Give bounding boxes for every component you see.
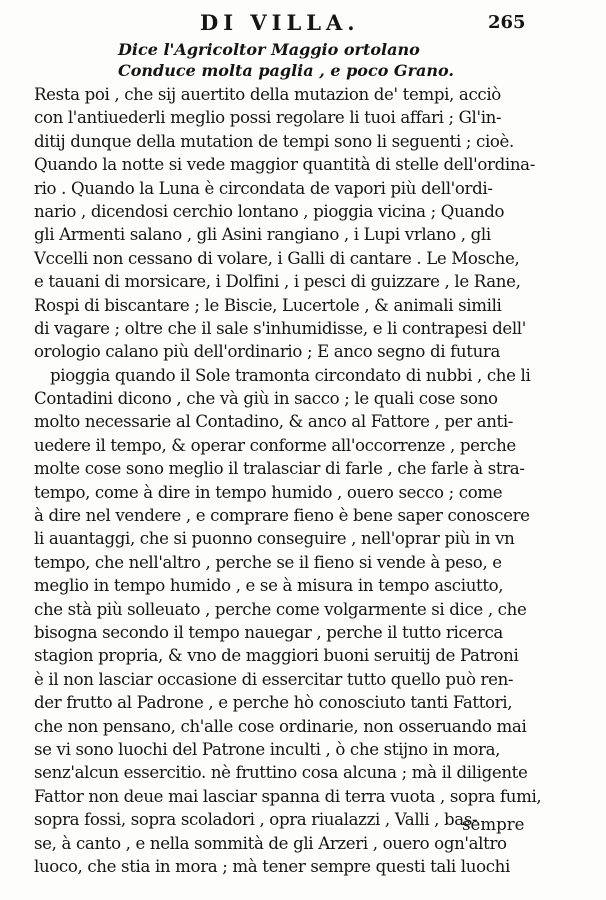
catchword: sempre <box>462 815 525 834</box>
text-line: à dire nel vendere , e comprare fieno è bene saper conoscere <box>34 506 530 526</box>
text-line: che non pensano, ch'alle cose ordinarie, non osseruando mai <box>34 716 527 736</box>
text-line: se vi sono luochi del Patrone inculti , ò che stijno in mora, <box>34 739 501 759</box>
text-line: Fattor non deue mai lasciar spanna di terra vuota , sopra fumi, <box>34 786 542 806</box>
text-line: Vccelli non cessano di volare, i Galli di cantare . Le Mosche, <box>34 248 520 268</box>
text-line: molte cose sono meglio il tralasciar di farle , che farle à stra- <box>34 459 525 479</box>
text-line: che stà più solleuato , perche come volgarmente si dice , che <box>34 599 527 619</box>
text-line: nario , dicendosi cerchio lontano , pioggia vicina ; Quando <box>34 201 505 221</box>
text-line: se, à canto , e nella sommità de gli Arzeri , ouero ogn'altro <box>34 833 507 853</box>
text-line: tempo, che nell'altro , perche se il fieno si vende à peso, e <box>34 552 502 572</box>
epigraph-line-1: Dice l'Agricoltor Maggio ortolano <box>118 40 420 59</box>
page-number: 265 <box>488 12 526 33</box>
text-line: Contadini dicono , che và giù in sacco ; le quali cose sono <box>34 389 498 409</box>
text-line: li auantaggi, che si puonno conseguire , nell'oprar più in vn <box>34 529 515 549</box>
text-line: con l'antiuederli meglio possi regolare li tuoi affari ; Gl'in- <box>34 108 502 128</box>
text-line: ditij dunque della mutation de tempi sono li seguenti ; cioè. <box>34 131 514 151</box>
text-line: meglio in tempo humido , e se à misura in tempo asciutto, <box>34 576 504 596</box>
text-line: e tauani di morsicare, i Dolfini , i pesci di guizzare , le Rane, <box>34 272 521 292</box>
text-line: orologio calano più dell'ordinario ; E anco segno di futura <box>34 342 501 362</box>
text-line: stagion propria, & vno de maggiori buoni seruitij de Patroni <box>34 646 519 666</box>
text-line: Resta poi , che sij auertito della mutazion de' tempi, acciò <box>34 85 501 104</box>
text-line: sopra fossi, sopra scoladori , opra riualazzi , Valli , bas- <box>34 810 478 830</box>
text-line: Quando la notte si vede maggior quantità di stelle dell'ordina- <box>34 155 535 175</box>
epigraph-line-2: Conduce molta paglia , e poco Grano. <box>118 61 454 80</box>
text-line: di vagare ; oltre che il sale s'inhumidisse, e li contrapesi dell' <box>34 318 526 338</box>
text-line: è il non lasciar occasione di essercitar tutto quello può ren- <box>34 669 514 689</box>
text-line: luoco, che stia in mora ; mà tener sempre questi tali luochi <box>34 856 510 876</box>
text-line: der frutto al Padrone , e perche hò conosciuto tanti Fattori, <box>34 693 513 713</box>
text-line: molto necessarie al Contadino, & anco al Fattore , per anti- <box>34 412 514 432</box>
text-line: bisogna secondo il tempo nauegar , perche il tutto ricerca <box>34 622 503 642</box>
text-line: rio . Quando la Luna è circondata de vapori più dell'ordi- <box>34 178 493 198</box>
text-line: tempo, come à dire in tempo humido , ouero secco ; come <box>34 482 503 502</box>
text-line: uedere il tempo, & operar conforme all'occorrenze , perche <box>34 435 516 455</box>
running-title: DI VILLA. <box>200 10 360 35</box>
text-line: senz'alcun essercitio. nè fruttino cosa alcuna ; mà il diligente <box>34 763 528 783</box>
text-line: Rospi di biscantare ; le Biscie, Lucertole , & animali simili <box>34 295 502 315</box>
text-line: pioggia quando il Sole tramonta circondato di nubbi , che li <box>50 365 531 385</box>
body-text <box>34 83 554 878</box>
text-line: gli Armenti salano , gli Asini rangiano , i Lupi vrlano , gli <box>34 225 491 245</box>
